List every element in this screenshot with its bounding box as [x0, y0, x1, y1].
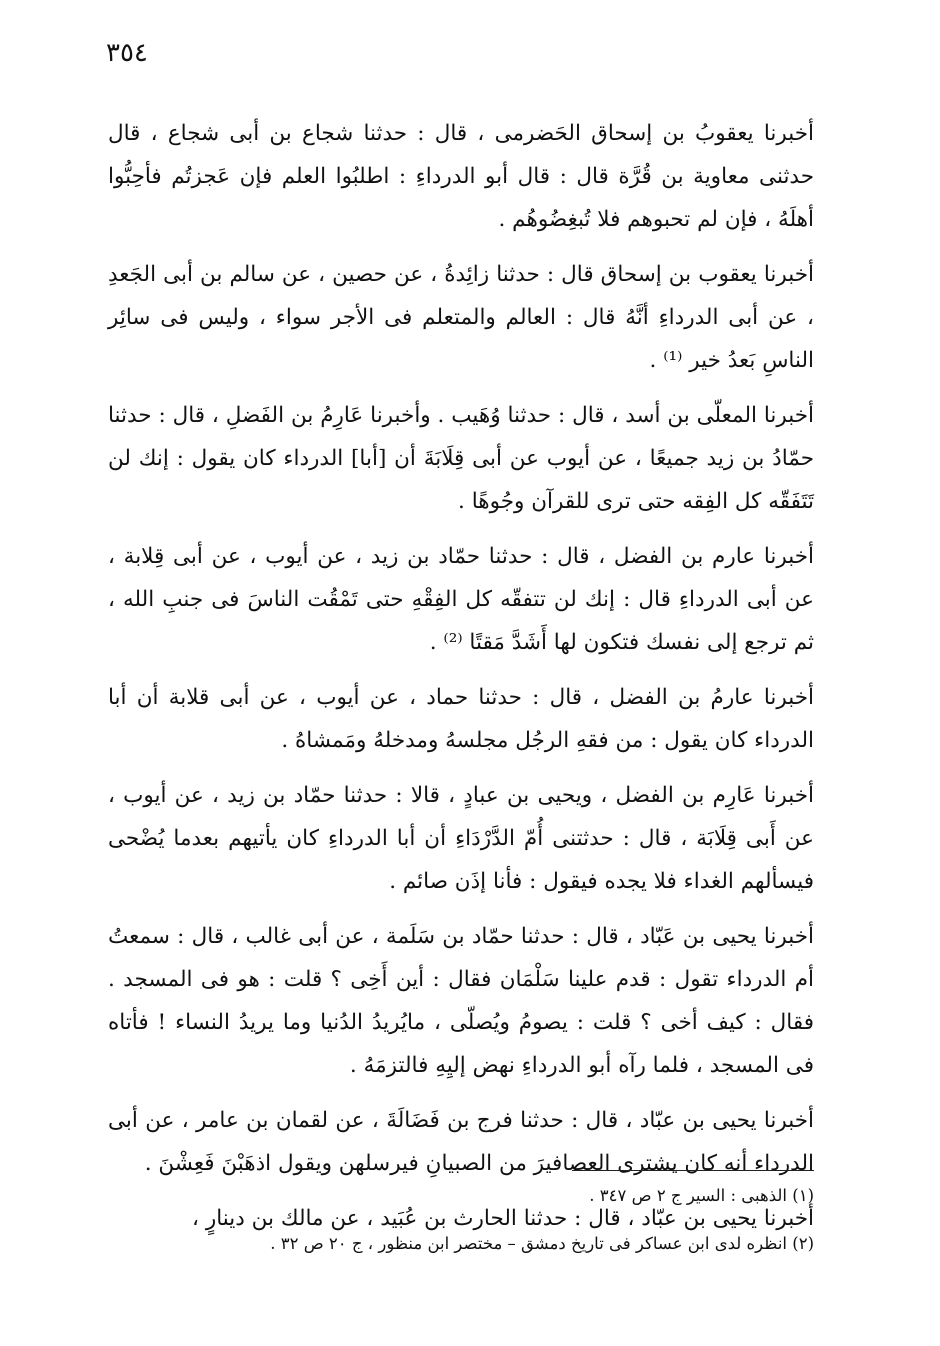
- page-number: ٣٥٤: [106, 38, 148, 68]
- footnote: (٢) انظره لدى ابن عساكر فى تاريخ دمشق – مختصر ابن منظور ، ج ٢٠ ص ٣٢ .: [270, 1234, 814, 1253]
- footnote-divider: [572, 1170, 814, 1171]
- paragraph: أخبرنا المعلّى بن أسد ، قال : حدثنا وُهَيب . وأخبرنا عَارِمُ بن الفَضلِ ، قال : حدثنا حمّادُ بن زيد جميعًا ، عن أيوب عن أبى قِلَابَةَ أن [أبا] الدرداء كان يقول : إنك لن تَتَفَقّه كل الفِقه حتى ترى للقرآن وجُوهًا .: [108, 403, 814, 514]
- paragraph: أخبرنا يحيى بن عَبّاد ، قال : حدثنا حمّاد بن سَلَمة ، عن أبى غالب ، قال : سمعتُ أم الدرداء تقول : قدم علينا سَلْمَان فقال : أين أَخِى ؟ قلت : هو فى المسجد . فقال : كيف أخى ؟ قلت : يصومُ ويُصلّى ، مايُريدُ الدُنيا وما يريدُ النساء ! فأتاه فى المسجد ، فلما رآه أبو الدرداءِ نهض إليِهِ فالتزمَهُ .: [108, 924, 814, 1078]
- footnotes: [108, 1184, 814, 1280]
- paragraph: أخبرنا عارم بن الفضل ، قال : حدثنا حمّاد بن زيد ، عن أيوب ، عن أبى قِلابة ، عن أبى الدرداءِ قال : إنك لن تتفقّه كل الفِقْهِ حتى تَمْقُت الناسَ فى جنبِ الله ، ثم ترجع إلى نفسك فتكون لها أَشَدَّ مَقتًا ⁽²⁾ .: [108, 544, 814, 655]
- paragraph: أخبرنا يحيى بن عبّاد ، قال : حدثنا فرج بن فَضَالَةَ ، عن لقمان بن عامر ، عن أبى الدرداء أنه كان يشترى العصافيرَ من الصبيانِ فيرسلهن ويقول اذهَبْنَ فَعِشْنَ .: [108, 1108, 814, 1176]
- paragraph: أخبرنا عَارِم بن الفضل ، ويحيى بن عبادٍ ، قالا : حدثنا حمّاد بن زيد ، عن أيوب ، عن أَبى قِلَابَة ، قال : حدثتنى أُمّ الدَّرْدَاءِ أن أبا الدرداءِ كان يأتيهم بعدما يُضْحى فيسألهم الغداء فلا يجده فيقول : فأنا إذَن صائم .: [108, 783, 814, 894]
- paragraph: أخبرنا عارمُ بن الفضل ، قال : حدثنا حماد ، عن أيوب ، عن أبى قلابة أن أبا الدرداء كان يقول : من فقهِ الرجُل مجلسهُ ومدخلهُ ومَمشاهُ .: [108, 685, 814, 753]
- paragraph: أخبرنا يعقوب بن إسحاق قال : حدثنا زائِدةُ ، عن حصين ، عن سالم بن أبى الجَعدِ ، عن أبى الدرداءِ أنَّهُ قال : العالم والمتعلم فى الأجر سواء ، وليس فى سائِر الناسِ بَعدُ خير ⁽¹⁾ .: [108, 262, 814, 373]
- paragraph: أخبرنا يعقوبُ بن إسحاق الحَضرمى ، قال : حدثنا شجاع بن أبى شجاع ، قال حدثنى معاوية بن قُرَّة قال : قال أبو الدرداءِ : اطلبُوا العلم فإن عَجزتُم فأحِبُّوا أهلَهُ ، فإن لم تحبوهم فلا تُبغِضُوهُم .: [108, 121, 814, 232]
- main-text: [108, 112, 814, 1252]
- footnote: (١) الذهبى : السير ج ٢ ص ٣٤٧ .: [589, 1186, 814, 1205]
- paragraph: أخبرنا يحيى بن عبّاد ، قال : حدثنا الحارث بن عُبَيد ، عن مالك بن دينارٍ ،: [192, 1206, 814, 1231]
